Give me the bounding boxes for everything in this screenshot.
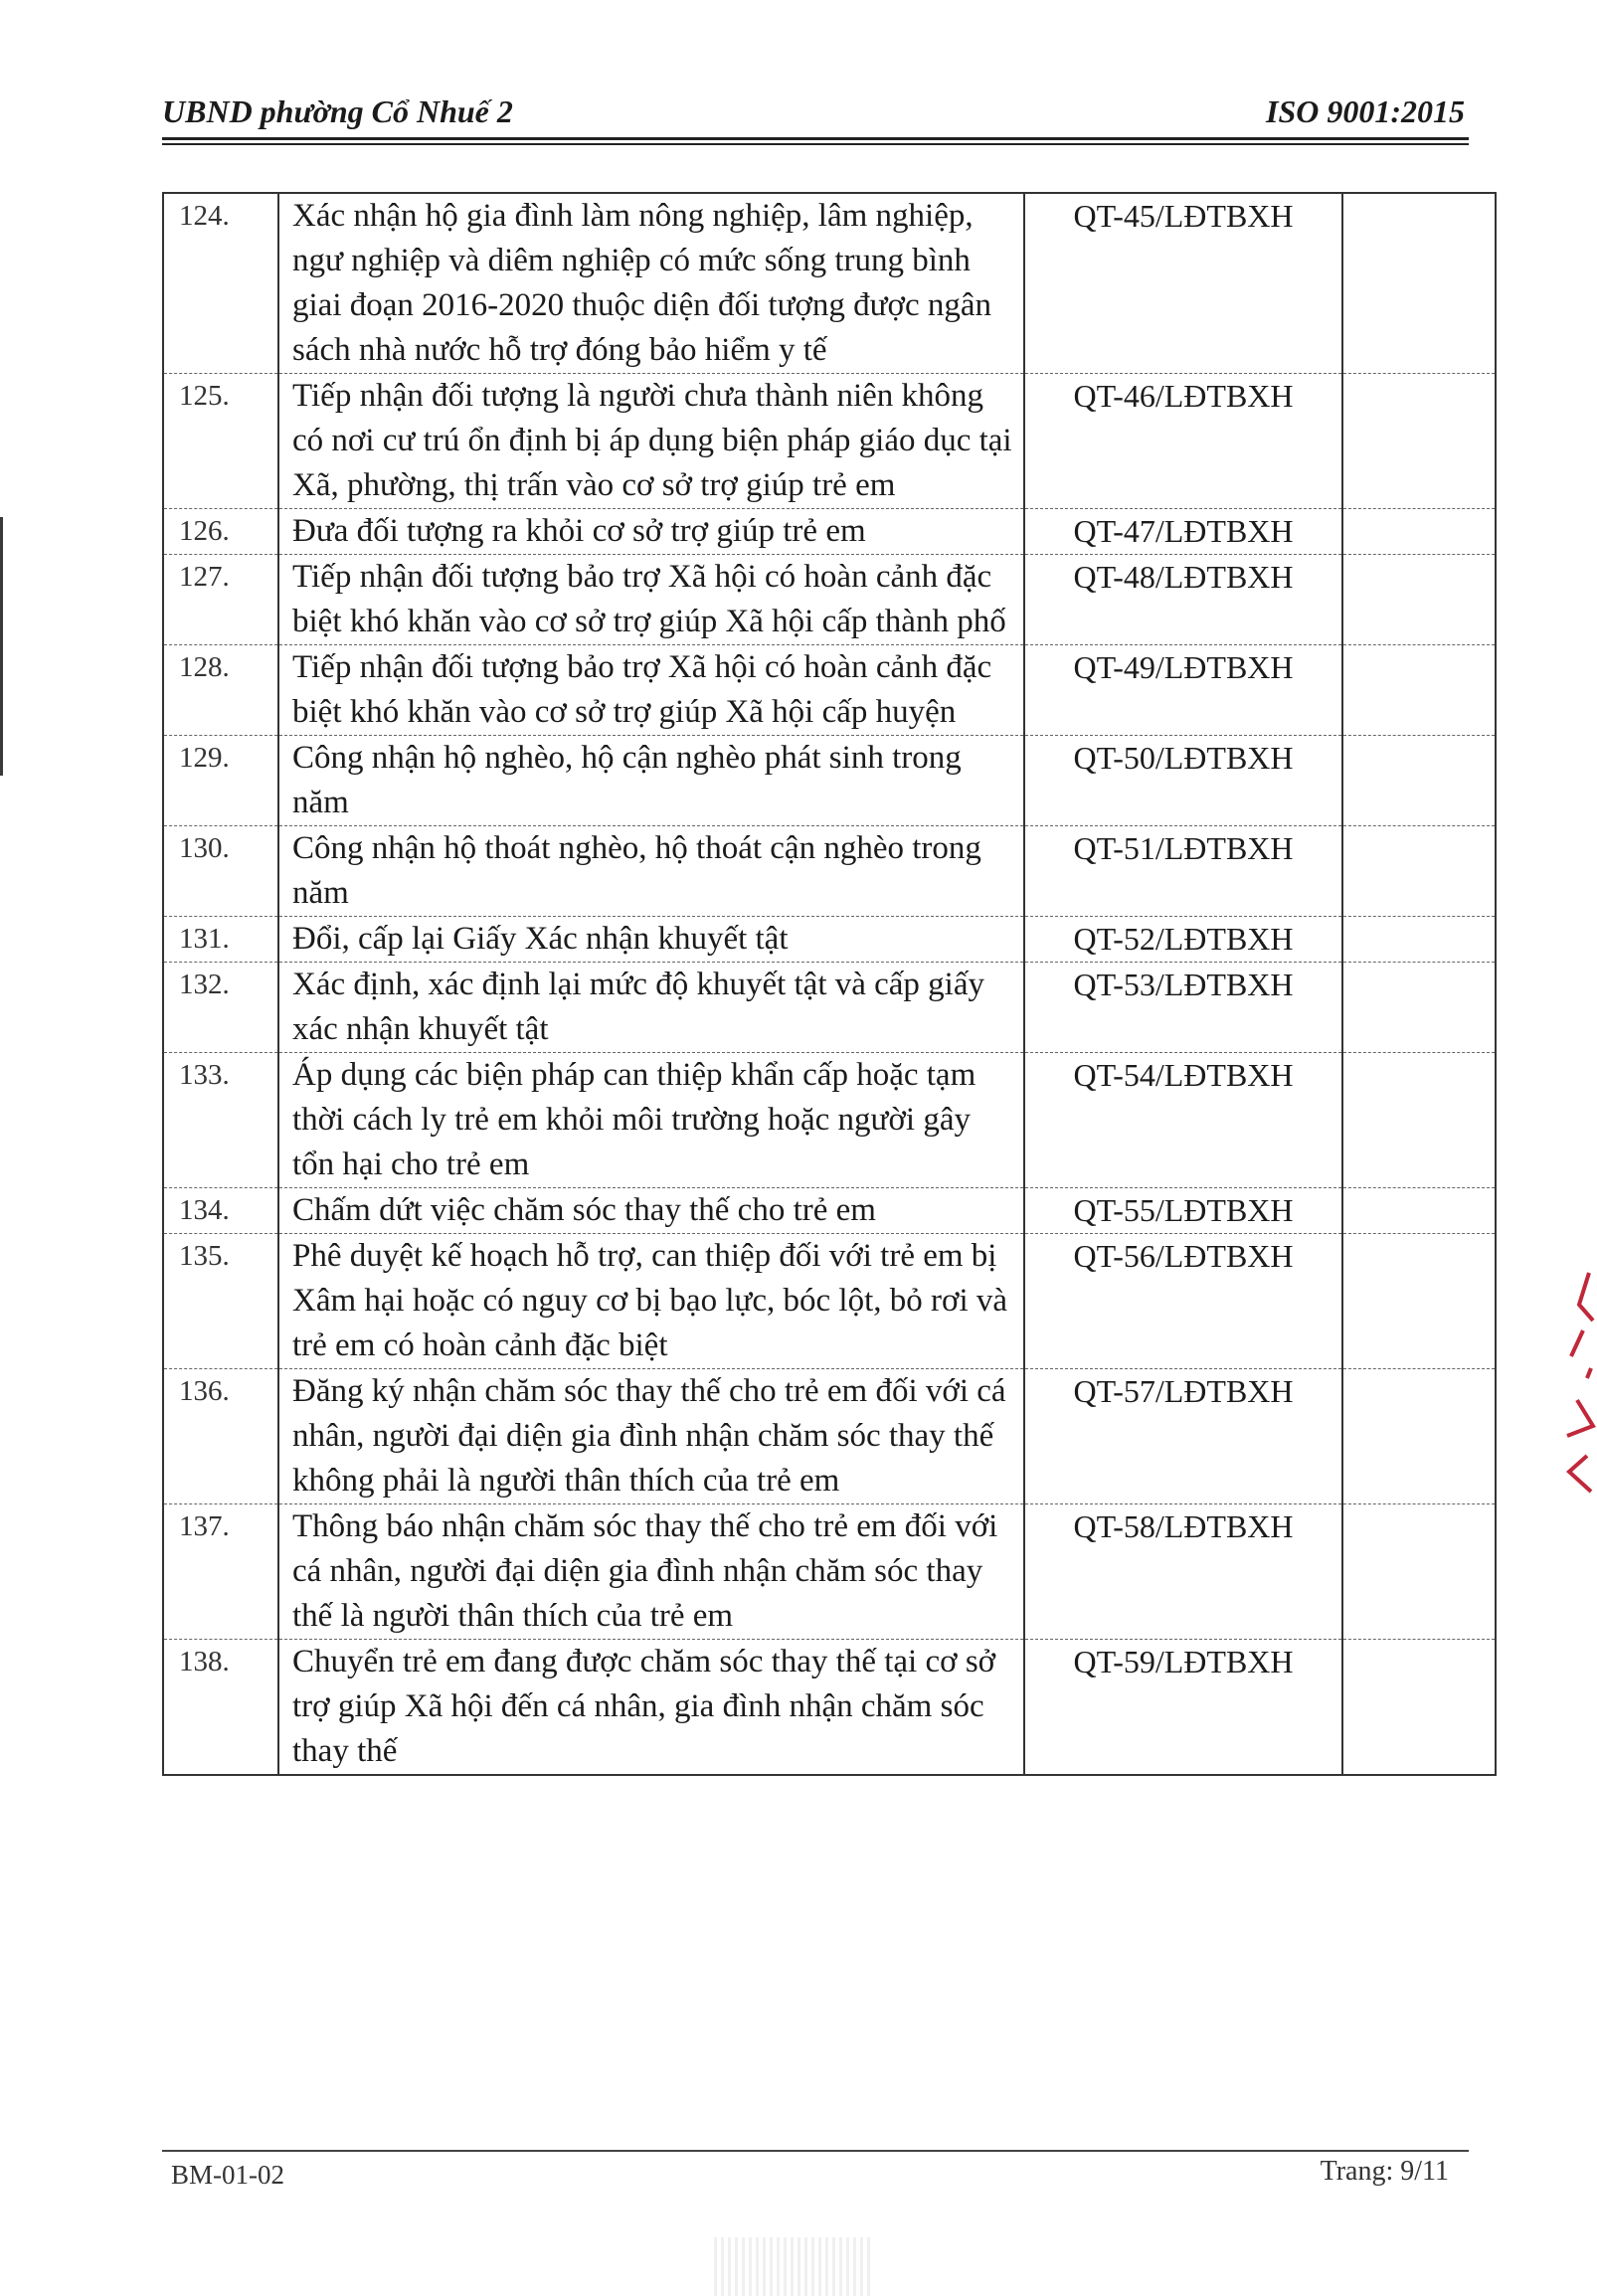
- footer-form-code: BM-01-02: [171, 2160, 284, 2190]
- note-cell: [1342, 826, 1496, 917]
- procedure-code: QT-45/LĐTBXH: [1024, 193, 1342, 374]
- table-row: [163, 736, 1496, 826]
- procedure-code: QT-53/LĐTBXH: [1024, 963, 1342, 1053]
- row-number: 124.: [163, 193, 278, 374]
- procedure-name: Xác định, xác định lại mức độ khuyết tật và cấp giấy xác nhận khuyết tật: [278, 963, 1024, 1053]
- table-row: [163, 374, 1496, 509]
- procedure-code: QT-59/LĐTBXH: [1024, 1640, 1342, 1776]
- table-row: [163, 963, 1496, 1053]
- procedure-code: QT-52/LĐTBXH: [1024, 917, 1342, 963]
- row-number: 133.: [163, 1053, 278, 1188]
- note-cell: [1342, 736, 1496, 826]
- page-header: [162, 93, 1465, 139]
- procedure-table: [162, 192, 1497, 1776]
- note-cell: [1342, 555, 1496, 645]
- note-cell: [1342, 1234, 1496, 1369]
- procedure-code: QT-48/LĐTBXH: [1024, 555, 1342, 645]
- procedure-code: QT-54/LĐTBXH: [1024, 1053, 1342, 1188]
- procedure-code: QT-57/LĐTBXH: [1024, 1369, 1342, 1504]
- note-cell: [1342, 374, 1496, 509]
- procedure-name: Phê duyệt kế hoạch hỗ trợ, can thiệp đối với trẻ em bị Xâm hại hoặc có nguy cơ bị bạo lực, bóc lột, bỏ rơi và trẻ em có hoàn cảnh đặc biệt: [278, 1234, 1024, 1369]
- note-cell: [1342, 963, 1496, 1053]
- footer-divider: [162, 2150, 1469, 2152]
- row-number: 137.: [163, 1504, 278, 1640]
- procedure-name: Đưa đối tượng ra khỏi cơ sở trợ giúp trẻ em: [278, 509, 1024, 555]
- note-cell: [1342, 509, 1496, 555]
- procedure-name: Đăng ký nhận chăm sóc thay thế cho trẻ em đối với cá nhân, người đại diện gia đình nhận chăm sóc thay thế không phải là người thân thích của trẻ em: [278, 1369, 1024, 1504]
- procedure-name: Công nhận hộ thoát nghèo, hộ thoát cận nghèo trong năm: [278, 826, 1024, 917]
- procedure-code: QT-51/LĐTBXH: [1024, 826, 1342, 917]
- row-number: 136.: [163, 1369, 278, 1504]
- note-cell: [1342, 917, 1496, 963]
- table-row: [163, 645, 1496, 736]
- table-row: [163, 1369, 1496, 1504]
- row-number: 131.: [163, 917, 278, 963]
- procedure-code: QT-47/LĐTBXH: [1024, 509, 1342, 555]
- row-number: 135.: [163, 1234, 278, 1369]
- row-number: 126.: [163, 509, 278, 555]
- procedure-name: Áp dụng các biện pháp can thiệp khẩn cấp hoặc tạm thời cách ly trẻ em khỏi môi trường hoặc người gây tổn hại cho trẻ em: [278, 1053, 1024, 1188]
- header-iso-standard: ISO 9001:2015: [1265, 93, 1465, 129]
- procedure-name: Xác nhận hộ gia đình làm nông nghiệp, lâm nghiệp, ngư nghiệp và diêm nghiệp có mức sống trung bình giai đoạn 2016-2020 thuộc diện đối tượng được ngân sách nhà nước hỗ trợ đóng bảo hiểm y tế: [278, 193, 1024, 374]
- note-cell: [1342, 1504, 1496, 1640]
- procedure-name: Đổi, cấp lại Giấy Xác nhận khuyết tật: [278, 917, 1024, 963]
- table-row: [163, 1504, 1496, 1640]
- procedure-name: Công nhận hộ nghèo, hộ cận nghèo phát sinh trong năm: [278, 736, 1024, 826]
- note-cell: [1342, 1188, 1496, 1234]
- footer-page-number: Trang: 9/11: [1320, 2156, 1449, 2187]
- note-cell: [1342, 1053, 1496, 1188]
- procedure-code: QT-58/LĐTBXH: [1024, 1504, 1342, 1640]
- note-cell: [1342, 645, 1496, 736]
- table-row: [163, 1188, 1496, 1234]
- header-organization: UBND phường Cổ Nhuế 2: [162, 93, 513, 129]
- procedure-name: Tiếp nhận đối tượng bảo trợ Xã hội có hoàn cảnh đặc biệt khó khăn vào cơ sở trợ giúp Xã hội cấp thành phố: [278, 555, 1024, 645]
- procedure-code: QT-55/LĐTBXH: [1024, 1188, 1342, 1234]
- procedure-code: QT-56/LĐTBXH: [1024, 1234, 1342, 1369]
- red-stamp-fragment: [1557, 1261, 1597, 1500]
- table-row: [163, 1234, 1496, 1369]
- procedure-name: Chuyển trẻ em đang được chăm sóc thay thế tại cơ sở trợ giúp Xã hội đến cá nhân, gia đình nhận chăm sóc thay thế: [278, 1640, 1024, 1776]
- note-cell: [1342, 193, 1496, 374]
- table-row: [163, 555, 1496, 645]
- row-number: 129.: [163, 736, 278, 826]
- table-row: [163, 193, 1496, 374]
- row-number: 125.: [163, 374, 278, 509]
- procedure-name: Tiếp nhận đối tượng bảo trợ Xã hội có hoàn cảnh đặc biệt khó khăn vào cơ sở trợ giúp Xã hội cấp huyện: [278, 645, 1024, 736]
- table-row: [163, 1640, 1496, 1776]
- row-number: 132.: [163, 963, 278, 1053]
- row-number: 130.: [163, 826, 278, 917]
- procedure-code: QT-46/LĐTBXH: [1024, 374, 1342, 509]
- procedure-code: QT-50/LĐTBXH: [1024, 736, 1342, 826]
- row-number: 128.: [163, 645, 278, 736]
- note-cell: [1342, 1369, 1496, 1504]
- scan-edge: [0, 517, 3, 776]
- table-row: [163, 509, 1496, 555]
- table-row: [163, 826, 1496, 917]
- procedure-code: QT-49/LĐTBXH: [1024, 645, 1342, 736]
- procedure-name: Tiếp nhận đối tượng là người chưa thành niên không có nơi cư trú ổn định bị áp dụng biện pháp giáo dục tại Xã, phường, thị trấn vào cơ sở trợ giúp trẻ em: [278, 374, 1024, 509]
- table-row: [163, 917, 1496, 963]
- row-number: 134.: [163, 1188, 278, 1234]
- procedure-name: Thông báo nhận chăm sóc thay thế cho trẻ em đối với cá nhân, người đại diện gia đình nhận chăm sóc thay thế là người thân thích của trẻ em: [278, 1504, 1024, 1640]
- table-row: [163, 1053, 1496, 1188]
- header-divider: [162, 137, 1469, 145]
- scan-artifact: [714, 2237, 873, 2296]
- row-number: 138.: [163, 1640, 278, 1776]
- note-cell: [1342, 1640, 1496, 1776]
- procedure-table-body: [163, 193, 1496, 1775]
- procedure-name: Chấm dứt việc chăm sóc thay thế cho trẻ em: [278, 1188, 1024, 1234]
- row-number: 127.: [163, 555, 278, 645]
